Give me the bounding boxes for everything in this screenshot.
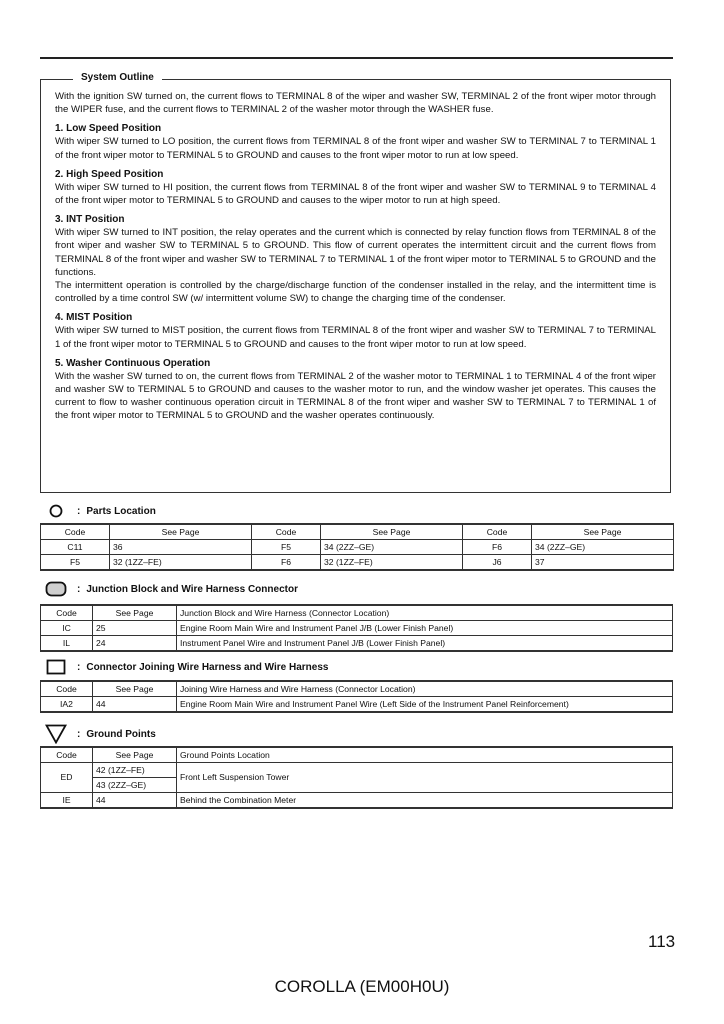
ground-points-table (40, 746, 673, 809)
table-row: IL 24 Instrument Panel Wire and Instrument Panel J/B (Lower Finish Panel) (41, 636, 673, 652)
table-row: IA2 44 Engine Room Main Wire and Instrument Panel Wire (Left Side of the Instrument Panel Reinforcement) (41, 697, 673, 713)
table-header-row: Code See Page Junction Block and Wire Harness (Connector Location) (41, 605, 673, 621)
section-paragraph: With wiper SW turned to MIST position, the current flows from TERMINAL 8 of the front wiper and washer SW to TERMINAL 7 to TERMINAL 1 of the front wiper motor to TERMINAL 5 to GROUND and causes to the front wiper motor to run at low speed. (55, 325, 656, 350)
table-row: IE 44 Behind the Combination Meter (41, 793, 673, 809)
top-rule (40, 57, 673, 59)
ground-points-heading: : Ground Points (45, 723, 156, 745)
junction-block-table (40, 604, 673, 652)
table-row: IC 25 Engine Room Main Wire and Instrument Panel J/B (Lower Finish Panel) (41, 621, 673, 636)
table-row: 43 (2ZZ–GE) (41, 778, 673, 793)
section-paragraph: With wiper SW turned to LO position, the current flows from TERMINAL 8 of the front wiper and washer SW to TERMINAL 7 to TERMINAL 1 of the front wiper motor to TERMINAL 5 to GROUND and causes to the front wiper motor to run at low speed. (55, 136, 656, 161)
table-row: C11 36 F5 34 (2ZZ–GE) F6 34 (2ZZ–GE) (41, 540, 674, 555)
junction-block-heading: : Junction Block and Wire Harness Connector (45, 581, 298, 597)
section-paragraph: With wiper SW turned to HI position, the current flows from TERMINAL 8 of the front wiper and washer SW to TERMINAL 9 to TERMINAL 4 of the front wiper motor to TERMINAL 5 to GROUND and causes to the wiper motor to run at high speed. (55, 181, 656, 207)
table-row: ED 42 (1ZZ–FE) Front Left Suspension Tower (41, 763, 673, 778)
system-outline-title: System Outline (73, 72, 162, 83)
parts-location-heading: : Parts Location (45, 503, 156, 519)
square-icon (45, 659, 67, 675)
page-footer: COROLLA (EM00H0U) (274, 977, 450, 996)
section-paragraph: With the washer SW turned to on, the current flows from TERMINAL 2 of the washer motor to TERMINAL 1 to TERMINAL 4 of the front wiper and washer SW to TERMINAL 5 to GROUND and causes to the washer motor to run, and the window washer jet operates. This causes the current to flow to washer continuous operation circuit in TERMINAL 8 of the front wiper and washer SW to TERMINAL 7 to TERMINAL 1 of the front wiper motor to TERMINAL 5 to GROUND and the washer operates continuously. (55, 370, 656, 422)
table-header-row: Code See Page Joining Wire Harness and Wire Harness (Connector Location) (41, 681, 673, 697)
section-heading: 4. MIST Position (55, 312, 133, 324)
parts-location-table (40, 523, 674, 571)
triangle-icon (45, 723, 67, 745)
section-paragraph: The intermittent operation is controlled by the charge/discharge function of the condenser installed in the relay, and the intermittent time is controlled by a time control SW (w/ intermittent volume SW) to change the charging time of the condenser. (55, 280, 656, 305)
section-heading: 1. Low Speed Position (55, 123, 162, 135)
table-header-row: Code See Page Code See Page Code See Page (41, 524, 674, 540)
connector-joining-heading: : Connector Joining Wire Harness and Wire Harness (45, 659, 328, 675)
table-header-row: Code See Page Ground Points Location (41, 747, 673, 763)
circle-icon (45, 503, 67, 519)
section-heading: 3. INT Position (55, 214, 125, 226)
table-row: F5 32 (1ZZ–FE) F6 32 (1ZZ–FE) J6 37 (41, 555, 674, 571)
section-heading: 2. High Speed Position (55, 168, 164, 180)
section-heading: 5. Washer Continuous Operation (55, 357, 211, 369)
system-outline-box (40, 72, 671, 493)
connector-joining-table (40, 680, 673, 713)
outline-intro: With the ignition SW turned on, the current flows to TERMINAL 8 of the wiper and washer SW, TERMINAL 2 of the front wiper motor through the WIPER fuse, and the current flows to TERMINAL 2 of the washer motor through the WASHER fuse. (55, 91, 656, 116)
rounded-box-icon (45, 581, 67, 597)
section-paragraph: With wiper SW turned to INT position, the relay operates and the current which is connected by relay function flows from TERMINAL 8 of the front wiper and washer SW to TERMINAL 5 to GROUND. This flow of current operates the intermittent circuit and the current flows from TERMINAL 8 of the front wiper and washer SW to TERMINAL 7 to TERMINAL 1 of the front wiper motor to TERMINAL 5 to GROUND and the functions. (55, 227, 656, 278)
page-number: 113 (648, 932, 676, 951)
